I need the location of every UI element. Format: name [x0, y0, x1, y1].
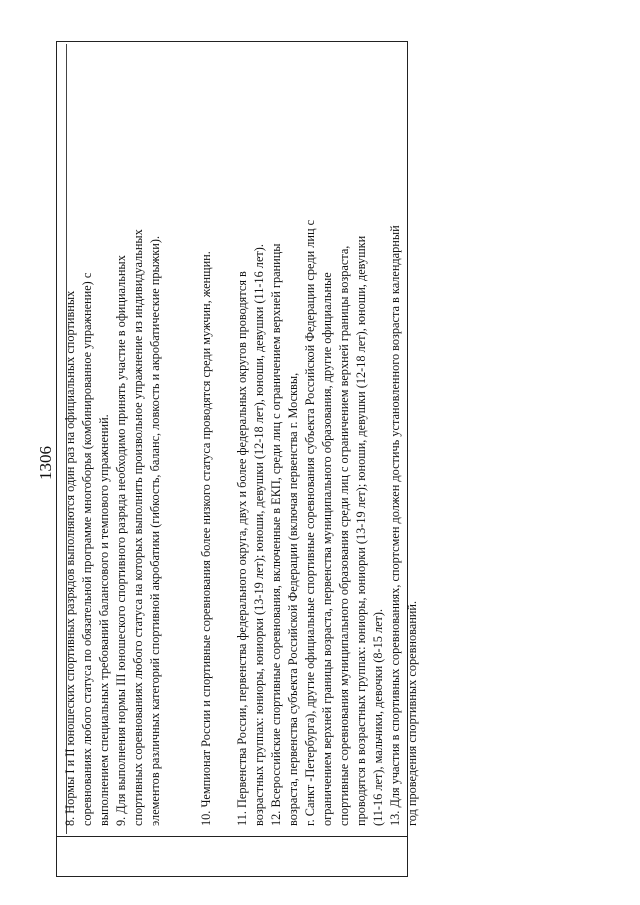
text-line: 11. Первенства России, первенства федерального округа, двух и более федеральных округов проводятся в: [235, 271, 249, 826]
text-line: 13. Для участия в спортивных соревнованиях, спортсмен должен достичь установленного возраста в календарный: [388, 225, 402, 826]
text-line: г. Санкт -Петербурга), другие официальные спортивные соревнования субъекта Российской Федерации среди лиц с: [303, 219, 317, 826]
text-line: 8. Нормы I и II юношеских спортивных разрядов выполняются один раз на официальных спортивных: [63, 290, 77, 826]
text-line: год проведения спортивных соревнований.: [405, 600, 419, 826]
text-line: проводятся в возрастных группах: юниоры, юниорки (13-19 лет); юноши, девушки (12-18 лет), юноши, девушки: [354, 235, 368, 826]
text-line: 10. Чемпионат России и спортивные соревнования более низкого статуса проводятся среди мужчин, женщин.: [199, 251, 213, 826]
text-line: соревнованиях любого статуса по обязательной программе многоборья (комбинированное упражнение) с: [80, 272, 94, 826]
text-line: 9. Для выполнения нормы III юношеского спортивного разряда необходимо принять участие в официальных: [114, 255, 128, 826]
text-line: ограничением верхней границы возраста, первенства муниципального образования, другие официальные: [320, 272, 334, 826]
text-line: выполнением специальных требований балансового и темпового упражнений.: [97, 414, 111, 826]
text-line: элементов различных категорий спортивной акробатики (гибкость, баланс, ловкость и акробатические прыжки).: [148, 235, 162, 826]
text-line: спортивные соревнования муниципального образования среди лиц с ограничением верхней границы возраста,: [337, 245, 351, 826]
table-text-column: [57, 44, 419, 834]
text-line: 12. Всероссийские спортивные соревнования, включенные в ЕКП, среди лиц с ограничением верхней границы: [269, 243, 283, 826]
table-left-column: [57, 836, 407, 876]
text-line: возраста, первенства субъекта Российской Федерации (включая первенства г. Москвы,: [286, 372, 300, 826]
text-line: возрастных группах: юниоры, юниорки (13-19 лет); юноши, девушки (12-18 лет), юноши, девушки (11-16 лет).: [252, 244, 266, 826]
page-number: 1306: [36, 446, 55, 480]
text-line: (11-16 лет), мальчики, девочки (8-15 лет).: [371, 608, 385, 826]
document-table: [56, 41, 419, 877]
text-line: спортивных соревнованиях любого статуса на которых выполнить произвольное упражнение из индивидуальных: [131, 229, 145, 826]
